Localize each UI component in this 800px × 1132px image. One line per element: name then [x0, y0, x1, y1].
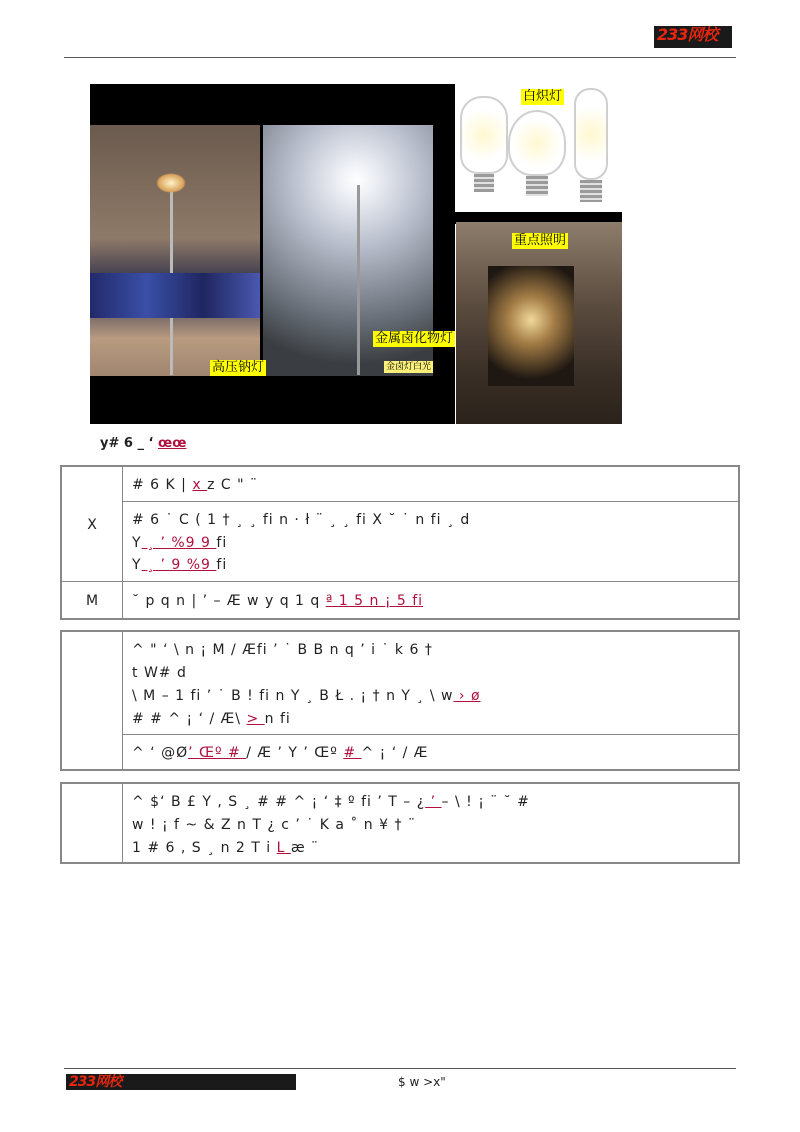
- bulb-base-icon: [474, 174, 494, 192]
- table-line: ˘ p q n | ’ – Æ w y q 1 q ª 1 5 n ¡ 5 fi: [132, 593, 424, 609]
- highlight-link[interactable]: >: [246, 711, 265, 727]
- bulb-icon: [574, 88, 608, 180]
- table-divider: [122, 784, 123, 862]
- table-line: \ M – 1 fi ’ ˙ B ! fi n Y ¸ B Ł . ¡ † n Y ¸ \ w › ø: [132, 688, 481, 704]
- highlight-link[interactable]: ’: [425, 794, 442, 810]
- highlight-link[interactable]: ’ Œº #: [188, 745, 247, 761]
- table-3: [60, 782, 740, 864]
- highlight-link[interactable]: ¸ ’ %9 9: [141, 535, 217, 551]
- caption-link[interactable]: œœ: [157, 436, 187, 451]
- table-line: Y ¸ ’ %9 9 fi: [132, 535, 228, 551]
- bulb-base-icon: [526, 176, 548, 196]
- site-logo[interactable]: 233网校: [654, 26, 732, 48]
- label-mh-white: 金卤灯白光: [386, 362, 432, 372]
- label-accent-lighting: 重点照明: [514, 233, 567, 248]
- table-line: ^ " ‘ \ n ¡ M / Æfi ’ ˙ B B n q ’ i ˙ k 6 †: [132, 642, 433, 658]
- footer-text: $ w >x": [398, 1075, 446, 1089]
- highlight-link[interactable]: › ø: [453, 688, 481, 704]
- row-label: M: [85, 593, 99, 609]
- header-divider: [64, 57, 736, 58]
- lamp-pole: [357, 185, 360, 375]
- table-line: # 6 ˙ C ( 1 † ¸ ¸ fi n · ł ¨ ¸ ¸ fi X ˘ ˙ n fi ¸ d: [132, 512, 471, 528]
- table-line: 1 # 6 , S ¸ n 2 T i L æ ¨: [132, 840, 320, 856]
- row-label: X: [87, 517, 97, 533]
- bulb-icon: [460, 96, 508, 174]
- footer-logo[interactable]: 233网校: [66, 1074, 296, 1090]
- accent-lighting-photo: [456, 222, 622, 424]
- label-incandescent: 白炽灯: [523, 89, 563, 104]
- table-line: ^ $‘ B £ Y , S ¸ # # ^ ¡ ‘ ‡ º fi ’ T – ¿ ’ – \ ! ¡ ¨ ˘ #: [132, 794, 530, 810]
- table-line: ^ ‘ @Ø’ Œº # / Æ ’ Y ’ Œº # ^ ¡ ‘ / Æ: [132, 745, 429, 761]
- highlight-link[interactable]: L: [276, 840, 291, 856]
- footer-divider: [64, 1068, 736, 1069]
- incandescent-bulbs-photo: [460, 88, 620, 210]
- label-metal-halide: 金属卤化物灯: [375, 331, 454, 346]
- hps-lamp-photo: [90, 125, 260, 376]
- building-banner: [90, 273, 260, 318]
- table-line: t W# d: [132, 665, 187, 681]
- highlight-link[interactable]: ¸ ’ 9 %9: [141, 557, 217, 573]
- table-2: [60, 630, 740, 771]
- table-1: [60, 465, 740, 620]
- table-divider: [122, 632, 123, 769]
- highlight-link[interactable]: #: [343, 745, 362, 761]
- bulb-base-icon: [580, 180, 602, 202]
- table-line: Y ¸ ’ 9 %9 fi: [132, 557, 228, 573]
- row-divider: [122, 501, 738, 502]
- row-divider: [62, 581, 738, 582]
- row-divider: [122, 734, 738, 735]
- figure-caption: [100, 436, 186, 451]
- lamp-light: [156, 173, 186, 193]
- table-line: w ! ¡ f ~ & Z n T ¿ c ’ ˙ K a ˚ n ¥ † ¨: [132, 817, 416, 833]
- highlight-link[interactable]: x: [192, 477, 208, 493]
- table-line: # # ^ ¡ ‘ / Æ\ > n fi: [132, 711, 291, 727]
- highlight-link[interactable]: ª 1 5 n ¡ 5 fi: [325, 593, 424, 609]
- label-hps: 高压钠灯: [212, 360, 265, 375]
- lit-niche: [488, 266, 574, 386]
- table-line: # 6 K | x z C " ¨: [132, 477, 259, 493]
- bulb-icon: [508, 110, 566, 176]
- lighting-figure: [90, 84, 622, 424]
- caption-prefix: y# 6 _ ‘: [100, 436, 158, 451]
- table-divider: [122, 467, 123, 618]
